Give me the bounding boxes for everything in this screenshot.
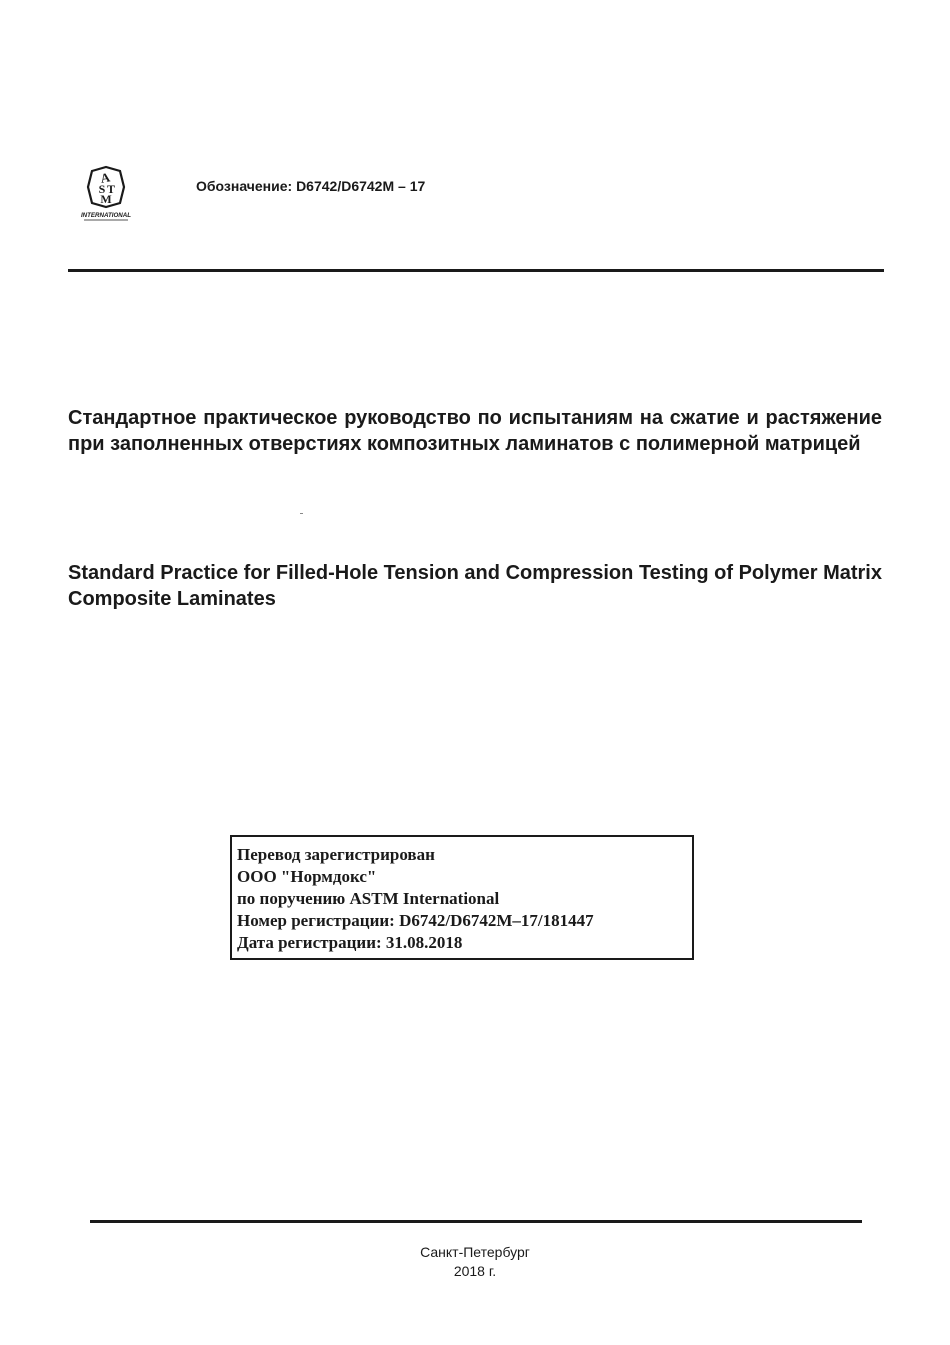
registration-number: Номер регистрации: D6742/D6742M–17/181447 [237, 911, 594, 930]
svg-text:M: M [100, 192, 112, 206]
standard-designation: Обозначение: D6742/D6742M – 17 [196, 178, 426, 194]
footer [0, 1243, 950, 1281]
footer-city: Санкт-Петербург [420, 1244, 530, 1260]
registration-box [230, 835, 694, 960]
registration-date: Дата регистрации: 31.08.2018 [237, 933, 463, 952]
footer-divider [90, 1220, 862, 1223]
scan-speck [300, 513, 303, 514]
footer-year: 2018 г. [453, 1263, 497, 1279]
logo-caption: INTERNATIONAL [80, 212, 132, 219]
title-russian: Стандартное практическое руководство по испытаниям на сжатие и растяжение при заполненных отверстиях композитных ламинатов с полимерной матрицей [68, 407, 882, 455]
registration-line: ООО "Нормдокс" [237, 867, 377, 886]
svg-text:S: S [98, 182, 106, 196]
registration-line: по поручению ASTM International [237, 889, 500, 908]
svg-text:A: A [99, 169, 112, 186]
svg-text:T: T [106, 182, 116, 196]
title-english: Standard Practice for Filled-Hole Tension and Compression Testing of Polymer Matrix Composite Laminates [68, 562, 882, 610]
astm-logo-icon [80, 165, 132, 223]
registration-line: Перевод зарегистрирован [237, 845, 435, 864]
header-divider [68, 269, 884, 272]
